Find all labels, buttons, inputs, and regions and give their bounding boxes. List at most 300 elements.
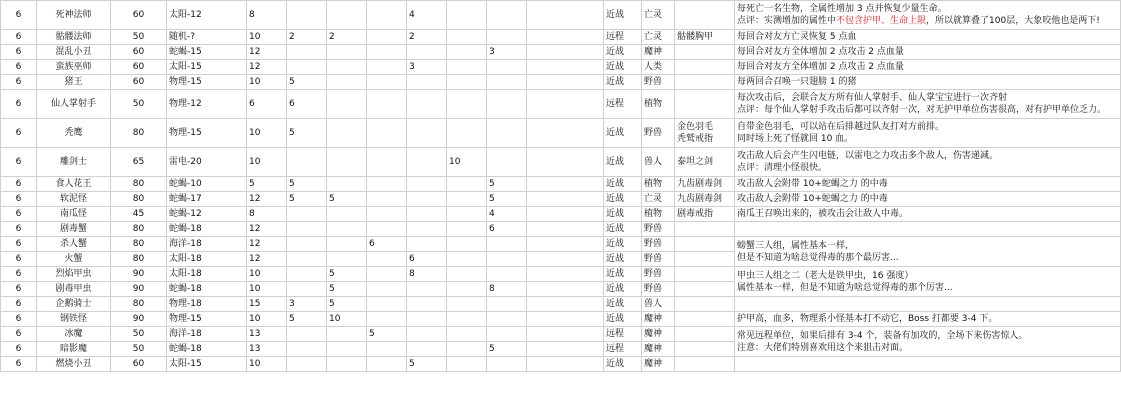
- cell-equip: [675, 357, 735, 372]
- cell-hp: 12: [247, 192, 287, 207]
- cell-note: [735, 207, 1121, 222]
- note-line: 每回合对友方全体增加 2 点攻击 2 点血量: [737, 47, 904, 57]
- cell-v3: [367, 90, 407, 119]
- cell-name: 南瓜怪: [37, 207, 111, 222]
- note-line: 攻击敌人后会产生闪电链，以雷电之力攻击多个敌人，伤害递减。: [737, 151, 999, 161]
- note-line: 每次攻击后，会联合友方所有仙人掌射手、仙人掌宝宝进行一次齐射: [737, 93, 1008, 103]
- cell-race: 亡灵: [642, 192, 675, 207]
- note-line: 注意：大佬们特别喜欢用这个来狙击对面。: [737, 342, 909, 353]
- cell-v2: [327, 45, 367, 60]
- cell-v2: [327, 237, 367, 252]
- cell-cost: 50: [111, 327, 167, 342]
- cell-v6: [487, 357, 527, 372]
- cell-v6: [487, 327, 527, 342]
- cell-note: [735, 45, 1121, 60]
- cell-tier: 6: [1, 60, 37, 75]
- note-line: 攻击敌人会附带 10+蛇蝎之力 的中毒: [737, 194, 888, 204]
- cell-attack: 蛇蝎-15: [167, 45, 247, 60]
- cell-race: 野兽: [642, 282, 675, 297]
- note-line: 但是不知道为啥总觉得毒的那个最厉害...: [737, 252, 899, 263]
- cell-range: 近战: [604, 119, 642, 148]
- cell-line: 金色羽毛: [677, 122, 714, 132]
- cell-tier: 6: [1, 342, 37, 357]
- cell-race: 野兽: [642, 222, 675, 237]
- cell-tier: 6: [1, 312, 37, 327]
- cell-hp: 15: [247, 297, 287, 312]
- cell-attack: 蛇蝎-10: [167, 177, 247, 192]
- table-row: [1, 267, 1121, 282]
- review-line: 点评：实测增加的属性中不包含护甲、生命上限，所以就算叠了100层，大象咬他也是两下!: [737, 16, 1100, 26]
- cell-v4: [407, 312, 447, 327]
- cell-v7: [527, 342, 604, 357]
- cell-v5: [447, 192, 487, 207]
- cell-v7: [527, 75, 604, 90]
- cell-v3: [367, 207, 407, 222]
- cell-equip: 泰坦之剑: [675, 148, 735, 177]
- cell-v5: [447, 237, 487, 252]
- cell-equip: [675, 60, 735, 75]
- cell-note: [735, 90, 1121, 119]
- cell-v1: [287, 148, 327, 177]
- cell-v7: [527, 119, 604, 148]
- cell-v7: [527, 207, 604, 222]
- cell-v2: 5: [327, 282, 367, 297]
- cell-v5: 10: [447, 148, 487, 177]
- note-line: 每回合对友方亡灵恢复 5 点血: [737, 32, 857, 42]
- table-row: [1, 1, 1121, 30]
- cell-range: 远程: [604, 30, 642, 45]
- cell-tier: 6: [1, 119, 37, 148]
- table-row: [1, 60, 1121, 75]
- cell-cost: 60: [111, 75, 167, 90]
- cell-v7: [527, 297, 604, 312]
- cell-race: 野兽: [642, 252, 675, 267]
- table-row: [1, 357, 1121, 372]
- cell-name: 秃鹰: [37, 119, 111, 148]
- cell-tier: 6: [1, 282, 37, 297]
- cell-tier: 6: [1, 267, 37, 282]
- cell-v6: [487, 119, 527, 148]
- cell-attack: 蛇蝎-18: [167, 222, 247, 237]
- cell-tier: 6: [1, 192, 37, 207]
- cell-attack: 物理-18: [167, 297, 247, 312]
- cell-v5: [447, 267, 487, 282]
- cell-cost: 45: [111, 207, 167, 222]
- cell-v6: [487, 75, 527, 90]
- cell-tier: 6: [1, 237, 37, 252]
- cell-v3: [367, 119, 407, 148]
- cell-v7: [527, 357, 604, 372]
- cell-v2: [327, 148, 367, 177]
- cell-attack: 海洋-18: [167, 327, 247, 342]
- cell-race: 魔神: [642, 45, 675, 60]
- cell-v5: [447, 327, 487, 342]
- cell-v7: [527, 282, 604, 297]
- cell-name: 骷髅法师: [37, 30, 111, 45]
- cell-race: 兽人: [642, 297, 675, 312]
- table-row: [1, 312, 1121, 327]
- cell-v2: [327, 222, 367, 237]
- cell-v1: [287, 1, 327, 30]
- cell-v3: [367, 30, 407, 45]
- cell-race: 人类: [642, 60, 675, 75]
- cell-attack: 随机-?: [167, 30, 247, 45]
- cell-v4: 6: [407, 252, 447, 267]
- cell-cost: 90: [111, 312, 167, 327]
- cell-v2: [327, 119, 367, 148]
- cell-race: 魔神: [642, 327, 675, 342]
- table-row: [1, 75, 1121, 90]
- cell-note: [735, 177, 1121, 192]
- cell-cost: 60: [111, 60, 167, 75]
- cell-v1: [287, 60, 327, 75]
- cell-v3: [367, 222, 407, 237]
- cell-v6: [487, 148, 527, 177]
- cell-v2: 5: [327, 297, 367, 312]
- cell-race: 植物: [642, 207, 675, 222]
- cell-equip: [675, 237, 735, 252]
- cell-race: 野兽: [642, 119, 675, 148]
- cell-tier: 6: [1, 90, 37, 119]
- table-row: [1, 207, 1121, 222]
- cell-attack: 蛇蝎-18: [167, 342, 247, 357]
- cell-v4: [407, 327, 447, 342]
- cell-hp: 10: [247, 148, 287, 177]
- cell-v3: [367, 252, 407, 267]
- cell-hp: 12: [247, 222, 287, 237]
- cell-v4: 5: [407, 357, 447, 372]
- cell-hp: 6: [247, 90, 287, 119]
- cell-v1: [287, 342, 327, 357]
- cell-v4: [407, 237, 447, 252]
- cell-tier: 6: [1, 327, 37, 342]
- cell-v1: 5: [287, 177, 327, 192]
- cell-v6: [487, 237, 527, 252]
- cell-v2: 5: [327, 267, 367, 282]
- cell-v2: 5: [327, 192, 367, 207]
- cell-v2: [327, 1, 367, 30]
- cell-cost: 80: [111, 222, 167, 237]
- cell-name: 剧毒甲虫: [37, 282, 111, 297]
- cell-v6: 5: [487, 192, 527, 207]
- cell-note: [735, 75, 1121, 90]
- cell-attack: 太阳-15: [167, 357, 247, 372]
- cell-name: 钢铁怪: [37, 312, 111, 327]
- cell-equip: [675, 297, 735, 312]
- cell-name: 燃烧小丑: [37, 357, 111, 372]
- cell-attack: 蛇蝎-18: [167, 282, 247, 297]
- cell-name: 剧毒蟹: [37, 222, 111, 237]
- cell-v4: [407, 297, 447, 312]
- note-line: 每两回合召唤一只翅膀 1 的猪: [737, 77, 857, 87]
- cell-v5: [447, 297, 487, 312]
- cell-v6: 4: [487, 207, 527, 222]
- cell-v4: 2: [407, 30, 447, 45]
- cell-equip: [675, 252, 735, 267]
- cell-v6: 6: [487, 222, 527, 237]
- cell-range: 近战: [604, 45, 642, 60]
- note-line: 点评：每个仙人掌射手攻击后都可以齐射一次，对无护甲单位伤害很高，对有护甲单位乏力。: [737, 105, 1107, 115]
- cell-v7: [527, 312, 604, 327]
- cell-race: 亡灵: [642, 30, 675, 45]
- cell-name: 死神法师: [37, 1, 111, 30]
- cell-cost: 90: [111, 282, 167, 297]
- cell-attack: 物理-15: [167, 75, 247, 90]
- cell-cost: 50: [111, 342, 167, 357]
- cell-v3: [367, 342, 407, 357]
- cell-race: 野兽: [642, 237, 675, 252]
- cell-note: [735, 297, 1121, 312]
- cell-note: [735, 192, 1121, 207]
- cell-tier: 6: [1, 297, 37, 312]
- cell-tier: 6: [1, 75, 37, 90]
- cell-v1: [287, 327, 327, 342]
- cell-name: 暗影魔: [37, 342, 111, 357]
- cell-name: 混乱小丑: [37, 45, 111, 60]
- table-row: [1, 30, 1121, 45]
- cell-range: 近战: [604, 192, 642, 207]
- cell-tier: 6: [1, 177, 37, 192]
- cell-hp: 10: [247, 357, 287, 372]
- cell-attack: 物理-15: [167, 312, 247, 327]
- cell-name: 猪王: [37, 75, 111, 90]
- note-line: 自带金色羽毛，可以站在后排越过队友打对方前排。: [737, 122, 945, 132]
- cell-hp: 8: [247, 1, 287, 30]
- cell-v7: [527, 45, 604, 60]
- cell-v1: [287, 237, 327, 252]
- cell-cost: 80: [111, 252, 167, 267]
- cell-name: 烈焰甲虫: [37, 267, 111, 282]
- cell-hp: 10: [247, 312, 287, 327]
- cell-hp: 12: [247, 252, 287, 267]
- cell-hp: 13: [247, 342, 287, 357]
- cell-v5: [447, 312, 487, 327]
- cell-v6: [487, 60, 527, 75]
- note-line: 点评：清理小怪很快。: [737, 163, 828, 173]
- cell-note: [735, 222, 1121, 237]
- cell-range: 近战: [604, 1, 642, 30]
- note-line: 常见远程单位，如果后排有 3-4 个，装备有加攻的，全场下来伤害惊人。: [737, 330, 1028, 341]
- cell-range: 远程: [604, 342, 642, 357]
- cell-v7: [527, 148, 604, 177]
- cell-cost: 50: [111, 90, 167, 119]
- cell-note: [735, 327, 1121, 357]
- cell-range: 远程: [604, 90, 642, 119]
- cell-equip: [675, 222, 735, 237]
- cell-v1: 2: [287, 30, 327, 45]
- cell-v4: [407, 90, 447, 119]
- cell-hp: 10: [247, 75, 287, 90]
- table-row: [1, 119, 1121, 148]
- table-row: [1, 192, 1121, 207]
- cell-v5: [447, 342, 487, 357]
- cell-v5: [447, 60, 487, 75]
- cell-attack: 太阳-18: [167, 252, 247, 267]
- cell-v7: [527, 177, 604, 192]
- cell-v4: [407, 222, 447, 237]
- cell-v6: [487, 252, 527, 267]
- cell-v4: 3: [407, 60, 447, 75]
- cell-v4: [407, 119, 447, 148]
- cell-attack: 太阳-12: [167, 1, 247, 30]
- cell-v6: [487, 90, 527, 119]
- cell-v1: 5: [287, 119, 327, 148]
- cell-v7: [527, 252, 604, 267]
- cell-race: 魔神: [642, 357, 675, 372]
- table-row: [1, 148, 1121, 177]
- cell-v5: [447, 75, 487, 90]
- cell-v2: [327, 357, 367, 372]
- cell-v6: 8: [487, 282, 527, 297]
- cell-v5: [447, 30, 487, 45]
- note-line: 属性基本一样，但是不知道为啥总觉得毒的那个厉害...: [737, 282, 953, 293]
- cell-race: 植物: [642, 90, 675, 119]
- cell-equip: [675, 119, 735, 148]
- table-row: [1, 222, 1121, 237]
- cell-attack: 物理-15: [167, 119, 247, 148]
- cell-v6: [487, 30, 527, 45]
- cell-attack: 海洋-18: [167, 237, 247, 252]
- cell-v1: 5: [287, 312, 327, 327]
- cell-name: 冰魔: [37, 327, 111, 342]
- cell-cost: 80: [111, 237, 167, 252]
- cell-note: [735, 357, 1121, 372]
- cell-v3: 6: [367, 237, 407, 252]
- cell-v7: [527, 30, 604, 45]
- cell-v5: [447, 1, 487, 30]
- cell-v4: [407, 45, 447, 60]
- cell-note: [735, 148, 1121, 177]
- cell-v5: [447, 90, 487, 119]
- cell-note: [735, 119, 1121, 148]
- cell-equip: [675, 90, 735, 119]
- cell-range: 近战: [604, 357, 642, 372]
- cell-v3: [367, 282, 407, 297]
- cell-v3: [367, 75, 407, 90]
- cell-v1: [287, 282, 327, 297]
- cell-v1: [287, 207, 327, 222]
- cell-range: 近战: [604, 312, 642, 327]
- cell-cost: 60: [111, 1, 167, 30]
- cell-v4: [407, 148, 447, 177]
- cell-equip: [675, 1, 735, 30]
- cell-tier: 6: [1, 1, 37, 30]
- note-line: 甲虫三人组之二（老大是铁甲虫，16 强度）: [737, 270, 914, 281]
- cell-note: [735, 30, 1121, 45]
- cell-v3: [367, 357, 407, 372]
- cell-v5: [447, 357, 487, 372]
- cell-v1: [287, 222, 327, 237]
- cell-equip: [675, 312, 735, 327]
- cell-v2: [327, 342, 367, 357]
- note-line: 每回合对友方全体增加 2 点攻击 2 点血量: [737, 62, 904, 72]
- cell-name: 杀人蟹: [37, 237, 111, 252]
- cell-cost: 80: [111, 192, 167, 207]
- cell-range: 近战: [604, 207, 642, 222]
- cell-range: 近战: [604, 297, 642, 312]
- cell-v2: [327, 207, 367, 222]
- cell-cost: 80: [111, 177, 167, 192]
- cell-v6: [487, 312, 527, 327]
- cell-v6: 5: [487, 177, 527, 192]
- cell-range: 近战: [604, 222, 642, 237]
- note-line: 同时场上死了怪就回 10 血。: [737, 134, 854, 144]
- cell-note: [735, 237, 1121, 267]
- cell-hp: 8: [247, 207, 287, 222]
- cell-note: [735, 1, 1121, 30]
- note-line: 每死亡一名生物，全属性增加 3 点并恢复少量生命。: [737, 4, 947, 14]
- table-row: [1, 327, 1121, 342]
- cell-equip: [675, 75, 735, 90]
- cell-tier: 6: [1, 148, 37, 177]
- cell-v4: [407, 282, 447, 297]
- cell-cost: 80: [111, 119, 167, 148]
- cell-name: 蛮族巫师: [37, 60, 111, 75]
- cell-race: 野兽: [642, 75, 675, 90]
- cell-hp: 12: [247, 45, 287, 60]
- cell-hp: 10: [247, 282, 287, 297]
- cell-hp: 13: [247, 327, 287, 342]
- cell-v2: [327, 252, 367, 267]
- cell-race: 野兽: [642, 267, 675, 282]
- cell-v3: [367, 1, 407, 30]
- cell-v3: [367, 148, 407, 177]
- cell-v5: [447, 222, 487, 237]
- cell-v6: [487, 267, 527, 282]
- cell-range: 近战: [604, 282, 642, 297]
- cell-v2: 2: [327, 30, 367, 45]
- cell-v7: [527, 327, 604, 342]
- cell-v1: 3: [287, 297, 327, 312]
- cell-v5: [447, 119, 487, 148]
- table-row: [1, 237, 1121, 252]
- cell-equip: 剧毒戒指: [675, 207, 735, 222]
- cell-attack: 物理-12: [167, 90, 247, 119]
- cell-note: [735, 60, 1121, 75]
- table-row: [1, 177, 1121, 192]
- cell-hp: 10: [247, 30, 287, 45]
- cell-v5: [447, 45, 487, 60]
- cell-name: 企鹅骑士: [37, 297, 111, 312]
- cell-range: 近战: [604, 267, 642, 282]
- cell-tier: 6: [1, 222, 37, 237]
- cell-tier: 6: [1, 45, 37, 60]
- cell-v2: [327, 327, 367, 342]
- cell-v4: [407, 75, 447, 90]
- note-line: 南瓜王召唤出来的，被攻击会让敌人中毒。: [737, 209, 909, 219]
- cell-v1: 5: [287, 192, 327, 207]
- cell-v6: [487, 1, 527, 30]
- cell-note: [735, 267, 1121, 297]
- cell-range: 近战: [604, 60, 642, 75]
- cell-v3: [367, 192, 407, 207]
- cell-v7: [527, 267, 604, 282]
- cell-tier: 6: [1, 207, 37, 222]
- cell-tier: 6: [1, 252, 37, 267]
- cell-v3: 5: [367, 327, 407, 342]
- cell-equip: [675, 282, 735, 297]
- cell-v7: [527, 192, 604, 207]
- cell-hp: 5: [247, 177, 287, 192]
- cell-attack: 雷电-20: [167, 148, 247, 177]
- cell-v2: 10: [327, 312, 367, 327]
- cell-v1: [287, 357, 327, 372]
- cell-equip: [675, 267, 735, 282]
- cell-v6: 5: [487, 342, 527, 357]
- cell-note: [735, 312, 1121, 327]
- cell-v1: [287, 267, 327, 282]
- cell-attack: 太阳-18: [167, 267, 247, 282]
